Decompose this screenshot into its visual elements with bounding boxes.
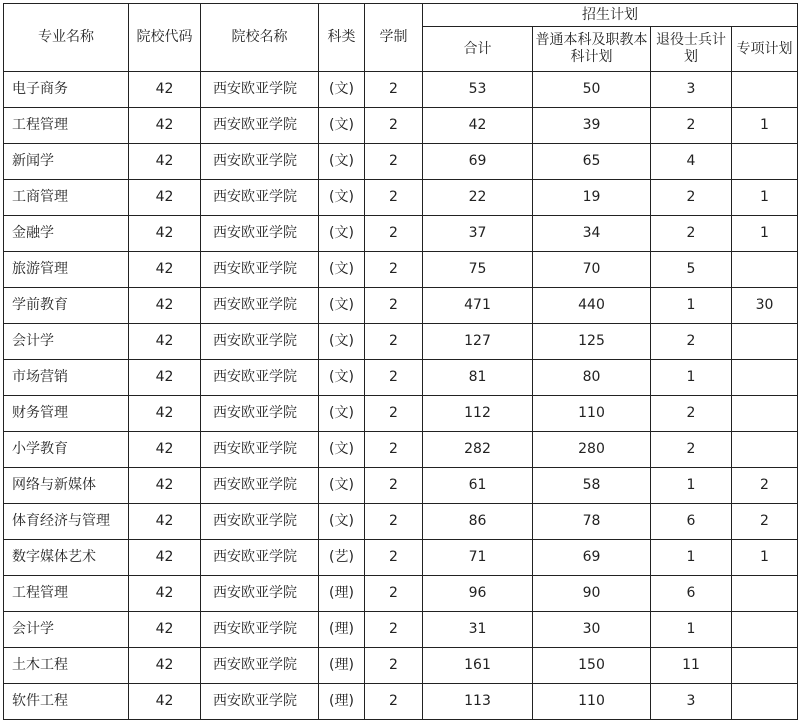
table-row <box>4 396 798 432</box>
cell-category: (文) <box>319 468 365 504</box>
cell-veteran: 1 <box>651 288 732 324</box>
cell-regular: 30 <box>533 612 651 648</box>
cell-special: 1 <box>732 108 798 144</box>
header-special: 专项计划 <box>732 27 798 72</box>
cell-special <box>732 360 798 396</box>
cell-total: 37 <box>423 216 533 252</box>
table-row <box>4 504 798 540</box>
header-school-name: 院校名称 <box>201 4 319 72</box>
cell-school-code: 42 <box>129 216 201 252</box>
header-major: 专业名称 <box>4 4 129 72</box>
cell-duration: 2 <box>365 468 423 504</box>
cell-school-name: 西安欧亚学院 <box>201 180 319 216</box>
cell-school-code: 42 <box>129 252 201 288</box>
cell-school-name: 西安欧亚学院 <box>201 72 319 108</box>
cell-duration: 2 <box>365 396 423 432</box>
header-regular: 普通本科及职教本科计划 <box>533 27 651 72</box>
cell-total: 161 <box>423 648 533 684</box>
table-row <box>4 288 798 324</box>
cell-school-name: 西安欧亚学院 <box>201 684 319 720</box>
cell-category: (文) <box>319 216 365 252</box>
cell-total: 31 <box>423 612 533 648</box>
cell-school-code: 42 <box>129 396 201 432</box>
cell-major: 会计学 <box>4 612 129 648</box>
cell-major: 金融学 <box>4 216 129 252</box>
cell-duration: 2 <box>365 216 423 252</box>
cell-regular: 440 <box>533 288 651 324</box>
cell-total: 69 <box>423 144 533 180</box>
cell-school-name: 西安欧亚学院 <box>201 540 319 576</box>
cell-school-code: 42 <box>129 612 201 648</box>
cell-major: 土木工程 <box>4 648 129 684</box>
cell-major: 会计学 <box>4 324 129 360</box>
cell-regular: 110 <box>533 684 651 720</box>
cell-veteran: 1 <box>651 360 732 396</box>
cell-veteran: 1 <box>651 540 732 576</box>
table-row <box>4 108 798 144</box>
cell-major: 工程管理 <box>4 108 129 144</box>
cell-veteran: 2 <box>651 396 732 432</box>
cell-school-code: 42 <box>129 288 201 324</box>
cell-special <box>732 612 798 648</box>
cell-school-code: 42 <box>129 144 201 180</box>
cell-duration: 2 <box>365 72 423 108</box>
cell-duration: 2 <box>365 540 423 576</box>
cell-total: 22 <box>423 180 533 216</box>
cell-school-name: 西安欧亚学院 <box>201 432 319 468</box>
cell-special <box>732 576 798 612</box>
cell-special <box>732 144 798 180</box>
table-row <box>4 360 798 396</box>
cell-major: 工程管理 <box>4 576 129 612</box>
cell-veteran: 1 <box>651 612 732 648</box>
cell-special <box>732 648 798 684</box>
cell-major: 软件工程 <box>4 684 129 720</box>
cell-major: 小学教育 <box>4 432 129 468</box>
cell-major: 网络与新媒体 <box>4 468 129 504</box>
cell-veteran: 11 <box>651 648 732 684</box>
cell-duration: 2 <box>365 648 423 684</box>
cell-major: 体育经济与管理 <box>4 504 129 540</box>
table-row <box>4 432 798 468</box>
table-row <box>4 648 798 684</box>
cell-total: 113 <box>423 684 533 720</box>
cell-school-code: 42 <box>129 540 201 576</box>
cell-regular: 19 <box>533 180 651 216</box>
cell-school-name: 西安欧亚学院 <box>201 360 319 396</box>
cell-school-code: 42 <box>129 432 201 468</box>
cell-total: 71 <box>423 540 533 576</box>
cell-duration: 2 <box>365 180 423 216</box>
cell-special <box>732 684 798 720</box>
cell-total: 75 <box>423 252 533 288</box>
cell-school-name: 西安欧亚学院 <box>201 576 319 612</box>
cell-veteran: 2 <box>651 216 732 252</box>
cell-duration: 2 <box>365 144 423 180</box>
cell-veteran: 3 <box>651 72 732 108</box>
header-row-top <box>4 4 798 27</box>
cell-school-name: 西安欧亚学院 <box>201 612 319 648</box>
cell-total: 42 <box>423 108 533 144</box>
cell-major: 财务管理 <box>4 396 129 432</box>
cell-school-name: 西安欧亚学院 <box>201 324 319 360</box>
cell-category: (理) <box>319 576 365 612</box>
table-row <box>4 252 798 288</box>
cell-school-code: 42 <box>129 504 201 540</box>
cell-total: 112 <box>423 396 533 432</box>
cell-school-code: 42 <box>129 72 201 108</box>
cell-school-code: 42 <box>129 360 201 396</box>
table-row <box>4 72 798 108</box>
cell-category: (文) <box>319 360 365 396</box>
cell-school-name: 西安欧亚学院 <box>201 396 319 432</box>
cell-veteran: 2 <box>651 108 732 144</box>
cell-school-name: 西安欧亚学院 <box>201 288 319 324</box>
cell-special <box>732 432 798 468</box>
cell-school-code: 42 <box>129 324 201 360</box>
cell-special <box>732 324 798 360</box>
cell-duration: 2 <box>365 576 423 612</box>
enrollment-table-container <box>3 3 798 720</box>
cell-category: (理) <box>319 612 365 648</box>
cell-duration: 2 <box>365 288 423 324</box>
enrollment-plan-table <box>3 3 798 720</box>
cell-special <box>732 396 798 432</box>
cell-regular: 50 <box>533 72 651 108</box>
table-row <box>4 180 798 216</box>
header-category: 科类 <box>319 4 365 72</box>
cell-special: 2 <box>732 504 798 540</box>
cell-special <box>732 252 798 288</box>
cell-category: (文) <box>319 144 365 180</box>
cell-duration: 2 <box>365 324 423 360</box>
cell-veteran: 2 <box>651 180 732 216</box>
cell-school-code: 42 <box>129 108 201 144</box>
table-row <box>4 324 798 360</box>
cell-special: 30 <box>732 288 798 324</box>
cell-major: 市场营销 <box>4 360 129 396</box>
cell-regular: 125 <box>533 324 651 360</box>
cell-regular: 90 <box>533 576 651 612</box>
table-row <box>4 576 798 612</box>
cell-regular: 70 <box>533 252 651 288</box>
table-row <box>4 540 798 576</box>
cell-duration: 2 <box>365 108 423 144</box>
cell-regular: 69 <box>533 540 651 576</box>
cell-veteran: 2 <box>651 324 732 360</box>
cell-school-name: 西安欧亚学院 <box>201 504 319 540</box>
cell-duration: 2 <box>365 504 423 540</box>
cell-duration: 2 <box>365 612 423 648</box>
cell-school-name: 西安欧亚学院 <box>201 144 319 180</box>
cell-school-name: 西安欧亚学院 <box>201 648 319 684</box>
cell-regular: 39 <box>533 108 651 144</box>
table-row <box>4 684 798 720</box>
cell-duration: 2 <box>365 432 423 468</box>
cell-special <box>732 72 798 108</box>
cell-regular: 110 <box>533 396 651 432</box>
cell-major: 新闻学 <box>4 144 129 180</box>
cell-veteran: 2 <box>651 432 732 468</box>
cell-category: (文) <box>319 288 365 324</box>
cell-major: 电子商务 <box>4 72 129 108</box>
cell-veteran: 6 <box>651 576 732 612</box>
cell-category: (文) <box>319 324 365 360</box>
cell-category: (文) <box>319 180 365 216</box>
cell-school-code: 42 <box>129 576 201 612</box>
cell-category: (文) <box>319 72 365 108</box>
cell-category: (文) <box>319 252 365 288</box>
table-row <box>4 612 798 648</box>
cell-regular: 78 <box>533 504 651 540</box>
cell-total: 282 <box>423 432 533 468</box>
table-row <box>4 468 798 504</box>
cell-total: 471 <box>423 288 533 324</box>
cell-total: 61 <box>423 468 533 504</box>
cell-special: 1 <box>732 540 798 576</box>
cell-school-name: 西安欧亚学院 <box>201 216 319 252</box>
cell-regular: 280 <box>533 432 651 468</box>
cell-category: (文) <box>319 108 365 144</box>
cell-veteran: 4 <box>651 144 732 180</box>
cell-category: (理) <box>319 684 365 720</box>
cell-major: 学前教育 <box>4 288 129 324</box>
cell-school-name: 西安欧亚学院 <box>201 108 319 144</box>
cell-major: 旅游管理 <box>4 252 129 288</box>
header-veteran: 退役士兵计划 <box>651 27 732 72</box>
cell-special: 1 <box>732 216 798 252</box>
header-total: 合计 <box>423 27 533 72</box>
cell-regular: 58 <box>533 468 651 504</box>
cell-category: (艺) <box>319 540 365 576</box>
header-duration: 学制 <box>365 4 423 72</box>
cell-major: 工商管理 <box>4 180 129 216</box>
cell-duration: 2 <box>365 684 423 720</box>
table-body <box>4 72 798 720</box>
cell-special: 1 <box>732 180 798 216</box>
cell-total: 81 <box>423 360 533 396</box>
cell-category: (文) <box>319 504 365 540</box>
cell-category: (文) <box>319 432 365 468</box>
cell-school-code: 42 <box>129 468 201 504</box>
cell-duration: 2 <box>365 360 423 396</box>
header-school-code: 院校代码 <box>129 4 201 72</box>
cell-duration: 2 <box>365 252 423 288</box>
cell-total: 53 <box>423 72 533 108</box>
cell-regular: 34 <box>533 216 651 252</box>
cell-special: 2 <box>732 468 798 504</box>
table-row <box>4 216 798 252</box>
cell-school-code: 42 <box>129 684 201 720</box>
table-row <box>4 144 798 180</box>
cell-category: (理) <box>319 648 365 684</box>
cell-total: 96 <box>423 576 533 612</box>
cell-category: (文) <box>319 396 365 432</box>
cell-regular: 65 <box>533 144 651 180</box>
cell-regular: 80 <box>533 360 651 396</box>
cell-school-code: 42 <box>129 180 201 216</box>
cell-regular: 150 <box>533 648 651 684</box>
header-plan-group: 招生计划 <box>423 4 798 27</box>
cell-major: 数字媒体艺术 <box>4 540 129 576</box>
cell-school-code: 42 <box>129 648 201 684</box>
cell-veteran: 3 <box>651 684 732 720</box>
cell-veteran: 6 <box>651 504 732 540</box>
cell-veteran: 5 <box>651 252 732 288</box>
cell-school-name: 西安欧亚学院 <box>201 252 319 288</box>
cell-school-name: 西安欧亚学院 <box>201 468 319 504</box>
cell-veteran: 1 <box>651 468 732 504</box>
cell-total: 86 <box>423 504 533 540</box>
cell-total: 127 <box>423 324 533 360</box>
